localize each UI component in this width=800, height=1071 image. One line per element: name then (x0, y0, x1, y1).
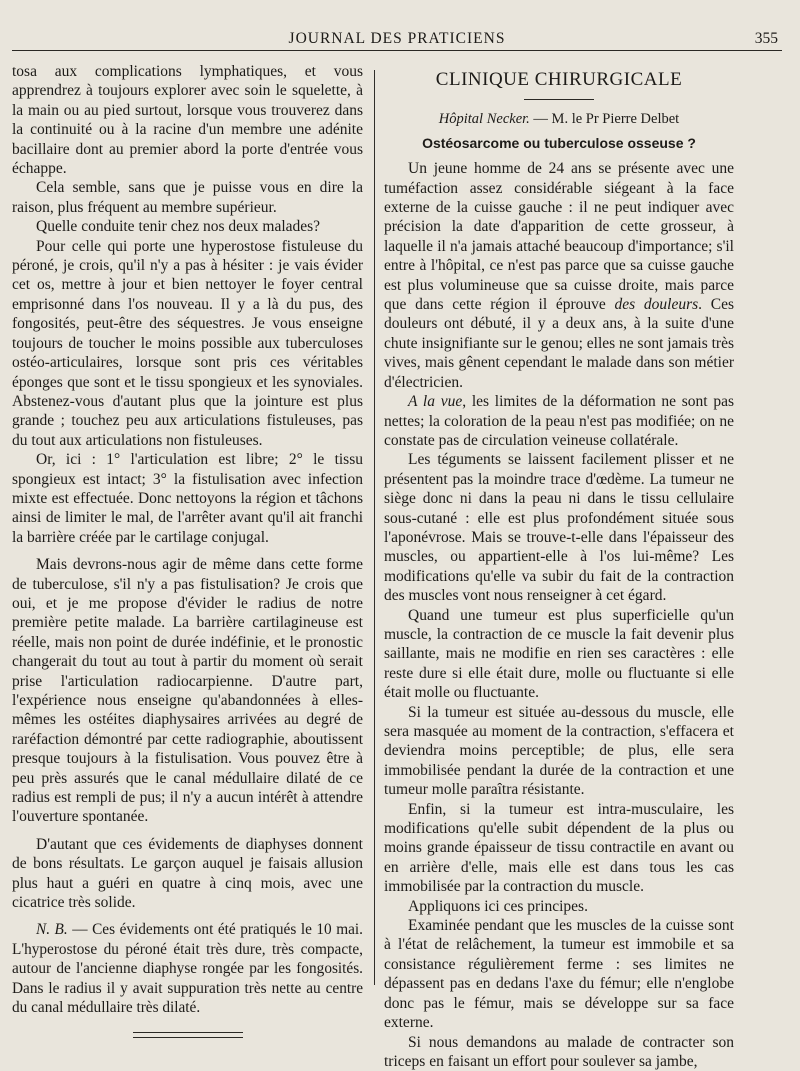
article-title: Ostéosarcome ou tuberculose osseuse ? (384, 134, 734, 153)
right-column (384, 62, 734, 1071)
italic-text: des douleurs (615, 296, 699, 313)
page-number: 355 (755, 30, 778, 48)
section-title: CLINIQUE CHIRURGICALE (384, 70, 734, 89)
left-column (12, 62, 363, 1038)
paragraph: Quand une tumeur est plus superficielle qu'un muscle, la contraction de ce muscle la fait devenir plus saillante, mais ne modifie en rien ses caractères : elle reste dure si elle était dure, molle ou fluctuante si elle était molle ou fluctuante. (384, 606, 734, 703)
paragraph-text: . Ces douleurs ont débuté, il y a deux ans, à la suite d'une chute insignifiante sur le genou; elles ne sont jamais très vives, mais gênent cependant le malade dans son métier d'électricien. (384, 296, 734, 391)
paragraph: Si nous demandons au malade de contracter son triceps en faisant un effort pour soulever sa jambe, (384, 1033, 734, 1071)
paragraph: Les téguments se laissent facilement plisser et ne présentent pas la moindre trace d'œdème. La tumeur ne siège donc ni dans la peau ni dans le tissu cellulaire sous-cutané : elle est plus profondément située sous l'aponévrose. Mais se trouve-t-elle dans l'épaisseur des muscles, ou appartient-elle à l'os lui-même? Les modifications qu'elle va subir du fait de la contraction des muscles vont nous renseigner à cet égard. (384, 450, 734, 605)
nb-text: — Ces évidements ont été pratiqués le 10 mai. L'hyperostose du péroné était très dure, très compacte, autour de l'ancienne diaphyse rongée par les fongosités. Dans le radius il y avait suppuration très nette au centre du canal médullaire très dilaté. (12, 921, 363, 1016)
paragraph-text: , les limites de la déformation ne sont pas nettes; la coloration de la peau n'est pas modifiée; on ne constate pas de circulation veineuse collatérale. (384, 393, 734, 449)
paragraph-text: Un jeune homme de 24 ans se présente avec une tuméfaction assez considérable siégeant à la face externe de la cuisse gauche : il ne peut indiquer avec précision la date d'apparition de cette grosseur, à laquelle il n'a jamais attaché beaucoup d'importance; s'il entre à l'hôpital, ce n'est pas parce que sa cuisse gauche est plus volumineuse que sa cuisse droite, mais parce que dans cette région il éprouve (384, 160, 734, 313)
hospital-name: Hôpital Necker. (439, 111, 530, 127)
paragraph: Cela semble, sans que je puisse vous en dire la raison, plus fréquent au membre supérieur. (12, 178, 363, 217)
paragraph: D'autant que ces évidements de diaphyses donnent de bons résultats. Le garçon auquel je faisais allusion plus haut a guéri en quatre à cinq mois, avec une cicatrice très solide. (12, 835, 363, 913)
paragraph: Appliquons ici ces principes. (384, 897, 734, 916)
paragraph (384, 392, 734, 450)
title-rule (524, 99, 594, 100)
paragraph: Pour celle qui porte une hyperostose fistuleuse du péroné, je crois, qu'il n'y a pas à hésiter : je vais évider cet os, mettre à jour et bien nettoyer le foyer central emprisonné dans l'os nouveau. Il y a là du pus, des fongosités, peut-être des séquestres. Je vous enseigne toujours de toucher le moins possible aux tuberculoses ostéo-articulaires, lorsque sont pris ces véritables éponges que sont et le tissu spongieux et les synoviales. Abstenez-vous d'autant plus que la jointure est plus grande ; touchez peu aux articulations fistuleuses, pas du tout aux articulations non fistuleuses. (12, 237, 363, 450)
column-divider (374, 70, 375, 985)
page-header (12, 22, 782, 51)
paragraph: Enfin, si la tumeur est intra-musculaire, les modifications qu'elle subit dépendent de la plus ou moins grande épaisseur de tissu contractile en avant ou en arrière d'elle, mais elle est dans tous les cas immobilisée par la contraction du muscle. (384, 800, 734, 897)
paragraph: Mais devrons-nous agir de même dans cette forme de tuberculose, s'il n'y a pas fistulisation? Je crois que oui, et je me propose d'évider le radius de notre première petite malade. La barrière cartilagineuse est réelle, mais non point de durée indéfinie, et le pronostic changerait du tout au tout à partir du moment où serait prise l'articulation radiocarpienne. D'autre part, l'expérience nous enseigne qu'abandonnées à elles-mêmes les ostéites diaphysaires arrivées au degré de raréfaction démontré par cette radiographie, aboutissent presque toujours à la fistulisation. Vous pouvez être à peu près assurés que le canal médullaire dilaté de ce radius est rempli de pus; il n'y a aucun intérêt à attendre l'ouverture spontanée. (12, 555, 363, 827)
author-name: — M. le Pr Pierre Delbet (530, 111, 679, 127)
paragraph: Si la tumeur est située au-dessous du muscle, elle sera masquée au moment de la contraction, s'effacera et deviendra moins perceptible; de plus, elle sera immobilisée pendant la durée de la contraction et une tumeur molle paraîtra résistante. (384, 703, 734, 800)
nota-bene (12, 920, 363, 1017)
paragraph: Quelle conduite tenir chez nos deux malades? (12, 217, 363, 236)
end-of-article-rule (133, 1032, 243, 1038)
byline (384, 110, 734, 129)
paragraph: Examinée pendant que les muscles de la cuisse sont à l'état de relâchement, la tumeur est immobile et sa consistance régulièrement ferme : ses limites ne dépassent pas en dedans l'axe du fémur; elle n'englobe donc pas le fémur, mais se développe sur sa face externe. (384, 916, 734, 1032)
nb-label: N. B. (36, 921, 68, 938)
paragraph (384, 159, 734, 392)
italic-text: A la vue (408, 393, 462, 410)
paragraph: Or, ici : 1° l'articulation est libre; 2° le tissu spongieux est intact; 3° la fistulisation avec infection mixte est effectuée. Donc nettoyons la région et tâchons ainsi de limiter le mal, de l'arrêter avant qu'il ait franchi la barrière créée par le cartilage conjugal. (12, 450, 363, 547)
journal-title: JOURNAL DES PRATICIENS (12, 30, 782, 48)
paragraph: tosa aux complications lymphatiques, et vous apprendrez à toujours explorer avec soin le squelette, à la main ou au pied surtout, lorsque vous trouverez dans la continuité ou à la racine d'un membre une adénite bacillaire dont au premier abord la porte d'entrée vous échappe. (12, 62, 363, 178)
